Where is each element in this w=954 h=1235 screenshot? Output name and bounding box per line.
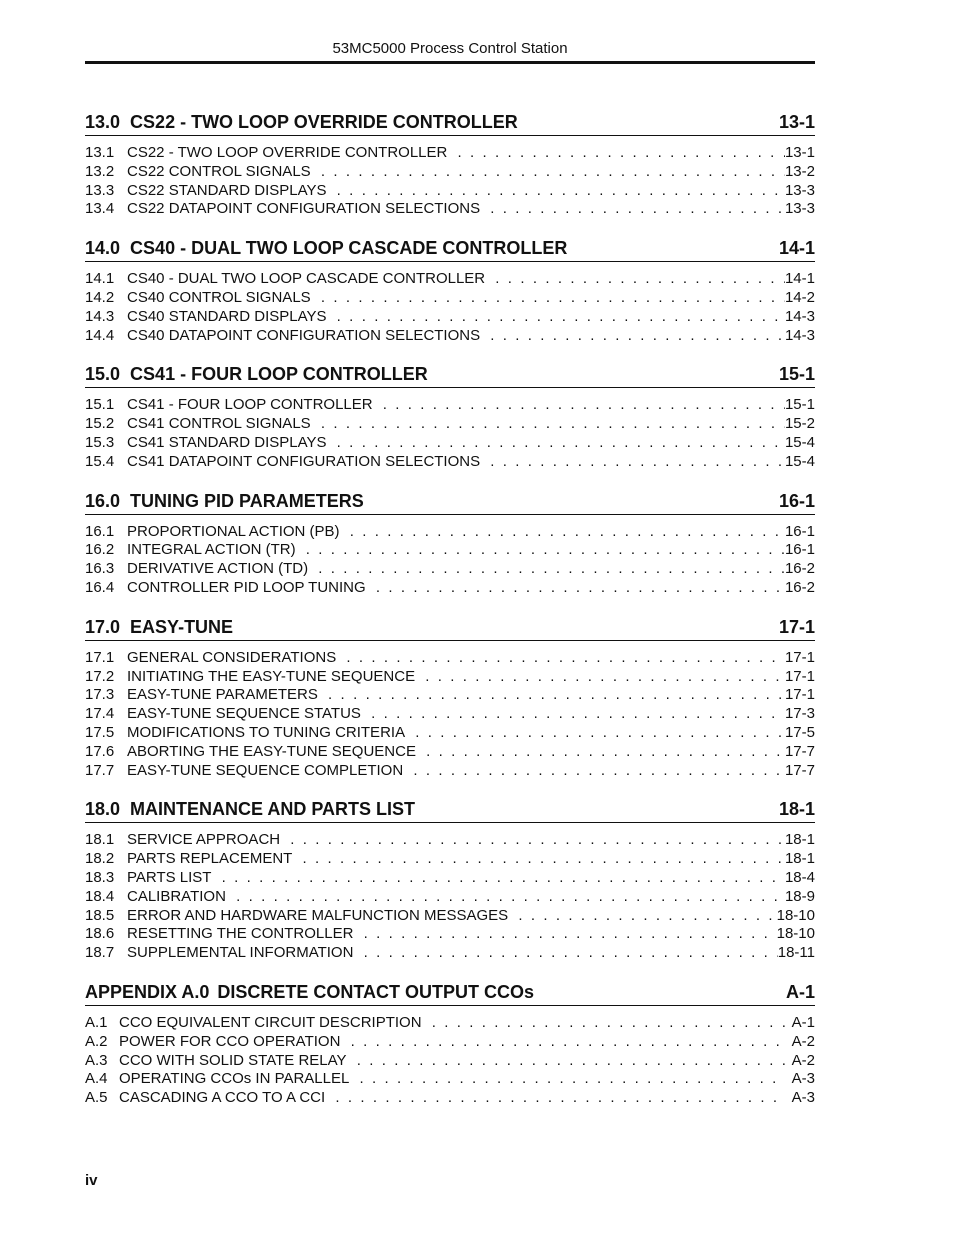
entry-page: 17-7 — [784, 742, 815, 760]
dot-leader — [296, 541, 785, 560]
toc-chapter — [85, 109, 815, 219]
entry-page: 13-3 — [784, 181, 815, 199]
dot-leader — [211, 869, 784, 888]
entry-number: 16.1 — [85, 522, 115, 540]
dot-leader — [308, 560, 785, 579]
toc-chapter — [85, 979, 815, 1108]
dot-leader — [311, 289, 785, 308]
entry-number: A.2 — [85, 1032, 108, 1050]
entry-number: 13.4 — [85, 200, 115, 218]
entry-title: SUPPLEMENTAL INFORMATION — [127, 944, 354, 962]
toc-entry[interactable] — [85, 308, 815, 327]
entry-number: 15.2 — [85, 415, 115, 433]
entry-title: PROPORTIONAL ACTION (PB) — [127, 522, 340, 540]
toc-entry[interactable] — [85, 1014, 815, 1033]
chapter-number: 16.0 — [85, 490, 121, 511]
entry-title: CCO WITH SOLID STATE RELAY — [119, 1051, 347, 1069]
entry-title: CASCADING A CCO TO A CCI — [119, 1089, 326, 1107]
dot-leader — [366, 579, 785, 598]
toc-entry[interactable] — [85, 560, 815, 579]
entry-title: CS41 CONTROL SIGNALS — [127, 415, 311, 433]
chapter-heading[interactable] — [85, 488, 815, 515]
entry-number: 18.5 — [85, 906, 115, 924]
dot-leader — [403, 762, 785, 781]
toc-entry[interactable] — [85, 925, 815, 944]
entry-title: CS22 CONTROL SIGNALS — [127, 162, 311, 180]
entry-title: EASY-TUNE PARAMETERS — [127, 686, 318, 704]
entry-number: 18.7 — [85, 944, 115, 962]
entry-page: 17-5 — [784, 723, 815, 741]
entry-number: 14.2 — [85, 288, 115, 306]
toc-entry[interactable] — [85, 944, 815, 963]
entry-title: ERROR AND HARDWARE MALFUNCTION MESSAGES — [127, 906, 509, 924]
entry-title: CS22 STANDARD DISPLAYS — [127, 181, 327, 199]
entry-page: 17-7 — [784, 761, 815, 779]
chapter-heading-label — [85, 982, 534, 1003]
chapter-title: DISCRETE CONTACT OUTPUT CCOs — [217, 981, 535, 1002]
entry-page: 14-1 — [784, 270, 815, 288]
toc-chapter — [85, 614, 815, 781]
dot-leader — [349, 1070, 785, 1089]
entry-number: 18.2 — [85, 850, 115, 868]
table-of-contents — [85, 109, 815, 1124]
chapter-heading-label — [85, 112, 518, 133]
entry-title: CONTROLLER PID LOOP TUNING — [127, 578, 366, 596]
entry-page: 18-1 — [784, 850, 815, 868]
page-number: iv — [85, 1172, 98, 1189]
dot-leader — [447, 144, 785, 163]
entry-title: CS40 - DUAL TWO LOOP CASCADE CONTROLLER — [127, 270, 486, 288]
toc-entry[interactable] — [85, 705, 815, 724]
chapter-heading[interactable] — [85, 361, 815, 388]
chapter-page: 16-1 — [778, 490, 815, 511]
entry-title: CS41 STANDARD DISPLAYS — [127, 433, 327, 451]
chapter-heading-label — [85, 799, 415, 820]
entry-number: 18.1 — [85, 831, 115, 849]
dot-leader — [416, 743, 785, 762]
toc-entry[interactable] — [85, 1033, 815, 1052]
entry-title: POWER FOR CCO OPERATION — [119, 1032, 341, 1050]
toc-chapter — [85, 361, 815, 471]
dot-leader — [336, 649, 785, 668]
entry-page: 16-1 — [784, 541, 815, 559]
entry-page: 18-10 — [776, 925, 815, 943]
dot-leader — [311, 163, 785, 182]
entry-title: CS40 DATAPOINT CONFIGURATION SELECTIONS — [127, 326, 481, 344]
toc-entry[interactable] — [85, 724, 815, 743]
toc-entry[interactable] — [85, 453, 815, 472]
toc-entry[interactable] — [85, 831, 815, 850]
chapter-heading-label — [85, 491, 364, 512]
chapter-heading-label — [85, 238, 567, 259]
chapter-heading[interactable] — [85, 109, 815, 136]
toc-entry[interactable] — [85, 200, 815, 219]
entry-number: 17.6 — [85, 742, 115, 760]
toc-entry[interactable] — [85, 434, 815, 453]
entry-number: 17.1 — [85, 648, 115, 666]
chapter-number: 18.0 — [85, 799, 121, 820]
dot-leader — [480, 453, 785, 472]
toc-entry[interactable] — [85, 396, 815, 415]
dot-leader — [327, 434, 785, 453]
entry-number: 13.1 — [85, 144, 115, 161]
dot-leader — [422, 1014, 785, 1033]
entry-page: 13-3 — [784, 200, 815, 218]
entry-page: 16-2 — [784, 560, 815, 578]
header-rule — [85, 61, 815, 64]
entry-page: 13-1 — [784, 144, 815, 161]
entry-page: A-2 — [791, 1051, 815, 1069]
toc-entry[interactable] — [85, 289, 815, 308]
entry-number: 13.2 — [85, 162, 115, 180]
toc-entry[interactable] — [85, 668, 815, 687]
toc-chapter — [85, 488, 815, 598]
dot-leader — [373, 396, 785, 415]
entry-number: A.3 — [85, 1051, 108, 1069]
entry-title: CS40 CONTROL SIGNALS — [127, 288, 311, 306]
entry-page: 15-4 — [784, 433, 815, 451]
entry-number: 17.3 — [85, 686, 115, 704]
entry-number: 15.1 — [85, 396, 115, 414]
dot-leader — [361, 705, 785, 724]
chapter-page: 17-1 — [778, 616, 815, 637]
chapter-number: 14.0 — [85, 238, 121, 259]
entry-page: 17-1 — [784, 686, 815, 704]
toc-entry[interactable] — [85, 579, 815, 598]
chapter-heading-label — [85, 617, 233, 638]
entry-title: DERIVATIVE ACTION (TD) — [127, 560, 309, 578]
entry-number: 18.3 — [85, 868, 115, 886]
entry-number: 18.4 — [85, 887, 115, 905]
chapter-title: CS41 - FOUR LOOP CONTROLLER — [130, 364, 428, 385]
dot-leader — [405, 724, 785, 743]
running-header: 53MC5000 Process Control Station — [332, 40, 568, 57]
entry-title: CS41 - FOUR LOOP CONTROLLER — [127, 396, 373, 414]
chapter-page: A-1 — [785, 981, 815, 1002]
entry-page: 17-3 — [784, 705, 815, 723]
entry-number: 15.4 — [85, 452, 115, 470]
entry-number: 15.3 — [85, 433, 115, 451]
entry-page: 18-4 — [784, 868, 815, 886]
entry-title: CCO EQUIVALENT CIRCUIT DESCRIPTION — [119, 1013, 422, 1031]
entry-number: 18.6 — [85, 925, 115, 943]
toc-entry[interactable] — [85, 327, 815, 346]
toc-entry[interactable] — [85, 415, 815, 434]
toc-entry[interactable] — [85, 1089, 815, 1108]
dot-leader — [480, 327, 785, 346]
chapter-title: CS22 - TWO LOOP OVERRIDE CONTROLLER — [130, 112, 518, 132]
chapter-title: TUNING PID PARAMETERS — [130, 490, 364, 511]
chapter-page: 15-1 — [778, 364, 815, 385]
entry-page: 17-1 — [784, 667, 815, 685]
entry-title: EASY-TUNE SEQUENCE COMPLETION — [127, 761, 404, 779]
chapter-page: 13-1 — [778, 112, 815, 132]
dot-leader — [311, 415, 785, 434]
chapter-number: APPENDIX A.0 — [85, 981, 210, 1002]
dot-leader — [318, 686, 785, 705]
entry-page: 18-10 — [776, 906, 815, 924]
entry-page: A-3 — [791, 1070, 815, 1088]
chapter-heading-label — [85, 364, 428, 385]
dot-leader — [340, 523, 785, 542]
entry-title: INTEGRAL ACTION (TR) — [127, 541, 296, 559]
entry-title: MODIFICATIONS TO TUNING CRITERIA — [127, 723, 406, 741]
entry-page: 13-2 — [784, 162, 815, 180]
entry-number: 17.7 — [85, 761, 115, 779]
toc-chapter — [85, 796, 815, 963]
entry-number: 16.4 — [85, 578, 115, 596]
dot-leader — [480, 200, 785, 219]
entry-title: SERVICE APPROACH — [127, 831, 281, 849]
dot-leader — [508, 907, 776, 926]
chapter-heading[interactable] — [85, 235, 815, 262]
dot-leader — [325, 1089, 785, 1108]
entry-title: ABORTING THE EASY-TUNE SEQUENCE — [127, 742, 416, 760]
toc-entry[interactable] — [85, 144, 815, 163]
chapter-heading[interactable] — [85, 796, 815, 823]
dot-leader — [347, 1052, 785, 1071]
entry-title: CS22 - TWO LOOP OVERRIDE CONTROLLER — [127, 144, 448, 161]
chapter-heading[interactable] — [85, 979, 815, 1006]
dot-leader — [415, 668, 785, 687]
entry-title: INITIATING THE EASY-TUNE SEQUENCE — [127, 667, 416, 685]
entry-number: 17.5 — [85, 723, 115, 741]
entry-page: 15-2 — [784, 415, 815, 433]
entry-number: 14.1 — [85, 270, 115, 288]
dot-leader — [292, 850, 785, 869]
entry-page: A-3 — [791, 1089, 815, 1107]
toc-entry[interactable] — [85, 743, 815, 762]
toc-entry[interactable] — [85, 1070, 815, 1089]
entry-title: GENERAL CONSIDERATIONS — [127, 648, 337, 666]
toc-entry[interactable] — [85, 523, 815, 542]
entry-title: CALIBRATION — [127, 887, 226, 905]
toc-chapter — [85, 235, 815, 345]
chapter-number: 15.0 — [85, 364, 121, 385]
entry-title: RESETTING THE CONTROLLER — [127, 925, 354, 943]
entry-title: PARTS LIST — [127, 868, 212, 886]
toc-entry[interactable] — [85, 888, 815, 907]
entry-page: 18-1 — [784, 831, 815, 849]
toc-entry[interactable] — [85, 762, 815, 781]
entry-number: A.4 — [85, 1070, 108, 1088]
entry-number: A.5 — [85, 1089, 108, 1107]
dot-leader — [327, 308, 785, 327]
chapter-title: EASY-TUNE — [130, 616, 234, 637]
entry-number: 16.2 — [85, 541, 115, 559]
entry-page: 14-3 — [784, 326, 815, 344]
toc-entry[interactable] — [85, 163, 815, 182]
entry-page: 17-1 — [784, 648, 815, 666]
toc-entry[interactable] — [85, 907, 815, 926]
chapter-page: 14-1 — [778, 238, 815, 259]
entry-page: 18-11 — [777, 944, 815, 962]
toc-entry[interactable] — [85, 850, 815, 869]
entry-number: 17.4 — [85, 705, 115, 723]
dot-leader — [485, 270, 785, 289]
toc-entry[interactable] — [85, 182, 815, 201]
chapter-number: 13.0 — [85, 112, 121, 132]
entry-title: CS41 DATAPOINT CONFIGURATION SELECTIONS — [127, 452, 481, 470]
toc-entry[interactable] — [85, 869, 815, 888]
entry-number: 13.3 — [85, 181, 115, 199]
entry-title: EASY-TUNE SEQUENCE STATUS — [127, 705, 361, 723]
chapter-title: MAINTENANCE AND PARTS LIST — [130, 799, 416, 820]
dot-leader — [280, 831, 785, 850]
dot-leader — [353, 944, 777, 963]
entry-title: OPERATING CCOs IN PARALLEL — [119, 1070, 350, 1088]
entry-page: A-2 — [791, 1032, 815, 1050]
chapter-heading[interactable] — [85, 614, 815, 641]
entry-number: 16.3 — [85, 560, 115, 578]
entry-page: 16-2 — [784, 578, 815, 596]
entry-page: 14-3 — [784, 307, 815, 325]
entry-title: PARTS REPLACEMENT — [127, 850, 293, 868]
entry-number: 14.3 — [85, 307, 115, 325]
toc-entry[interactable] — [85, 1052, 815, 1071]
chapter-title: CS40 - DUAL TWO LOOP CASCADE CONTROLLER — [130, 238, 568, 259]
entry-page: 16-1 — [784, 522, 815, 540]
dot-leader — [226, 888, 785, 907]
dot-leader — [353, 925, 776, 944]
entry-page: 15-4 — [784, 452, 815, 470]
entry-title: CS40 STANDARD DISPLAYS — [127, 307, 327, 325]
entry-page: 15-1 — [784, 396, 815, 414]
entry-number: A.1 — [85, 1013, 108, 1031]
entry-number: 17.2 — [85, 667, 115, 685]
toc-entry[interactable] — [85, 270, 815, 289]
dot-leader — [340, 1033, 785, 1052]
chapter-number: 17.0 — [85, 616, 121, 637]
toc-entry[interactable] — [85, 686, 815, 705]
entry-page: A-1 — [791, 1013, 815, 1031]
entry-page: 18-9 — [784, 887, 815, 905]
toc-entry[interactable] — [85, 649, 815, 668]
dot-leader — [327, 182, 785, 201]
toc-entry[interactable] — [85, 541, 815, 560]
entry-page: 14-2 — [784, 288, 815, 306]
entry-number: 14.4 — [85, 326, 115, 344]
chapter-page: 18-1 — [778, 799, 815, 820]
entry-title: CS22 DATAPOINT CONFIGURATION SELECTIONS — [127, 200, 481, 218]
